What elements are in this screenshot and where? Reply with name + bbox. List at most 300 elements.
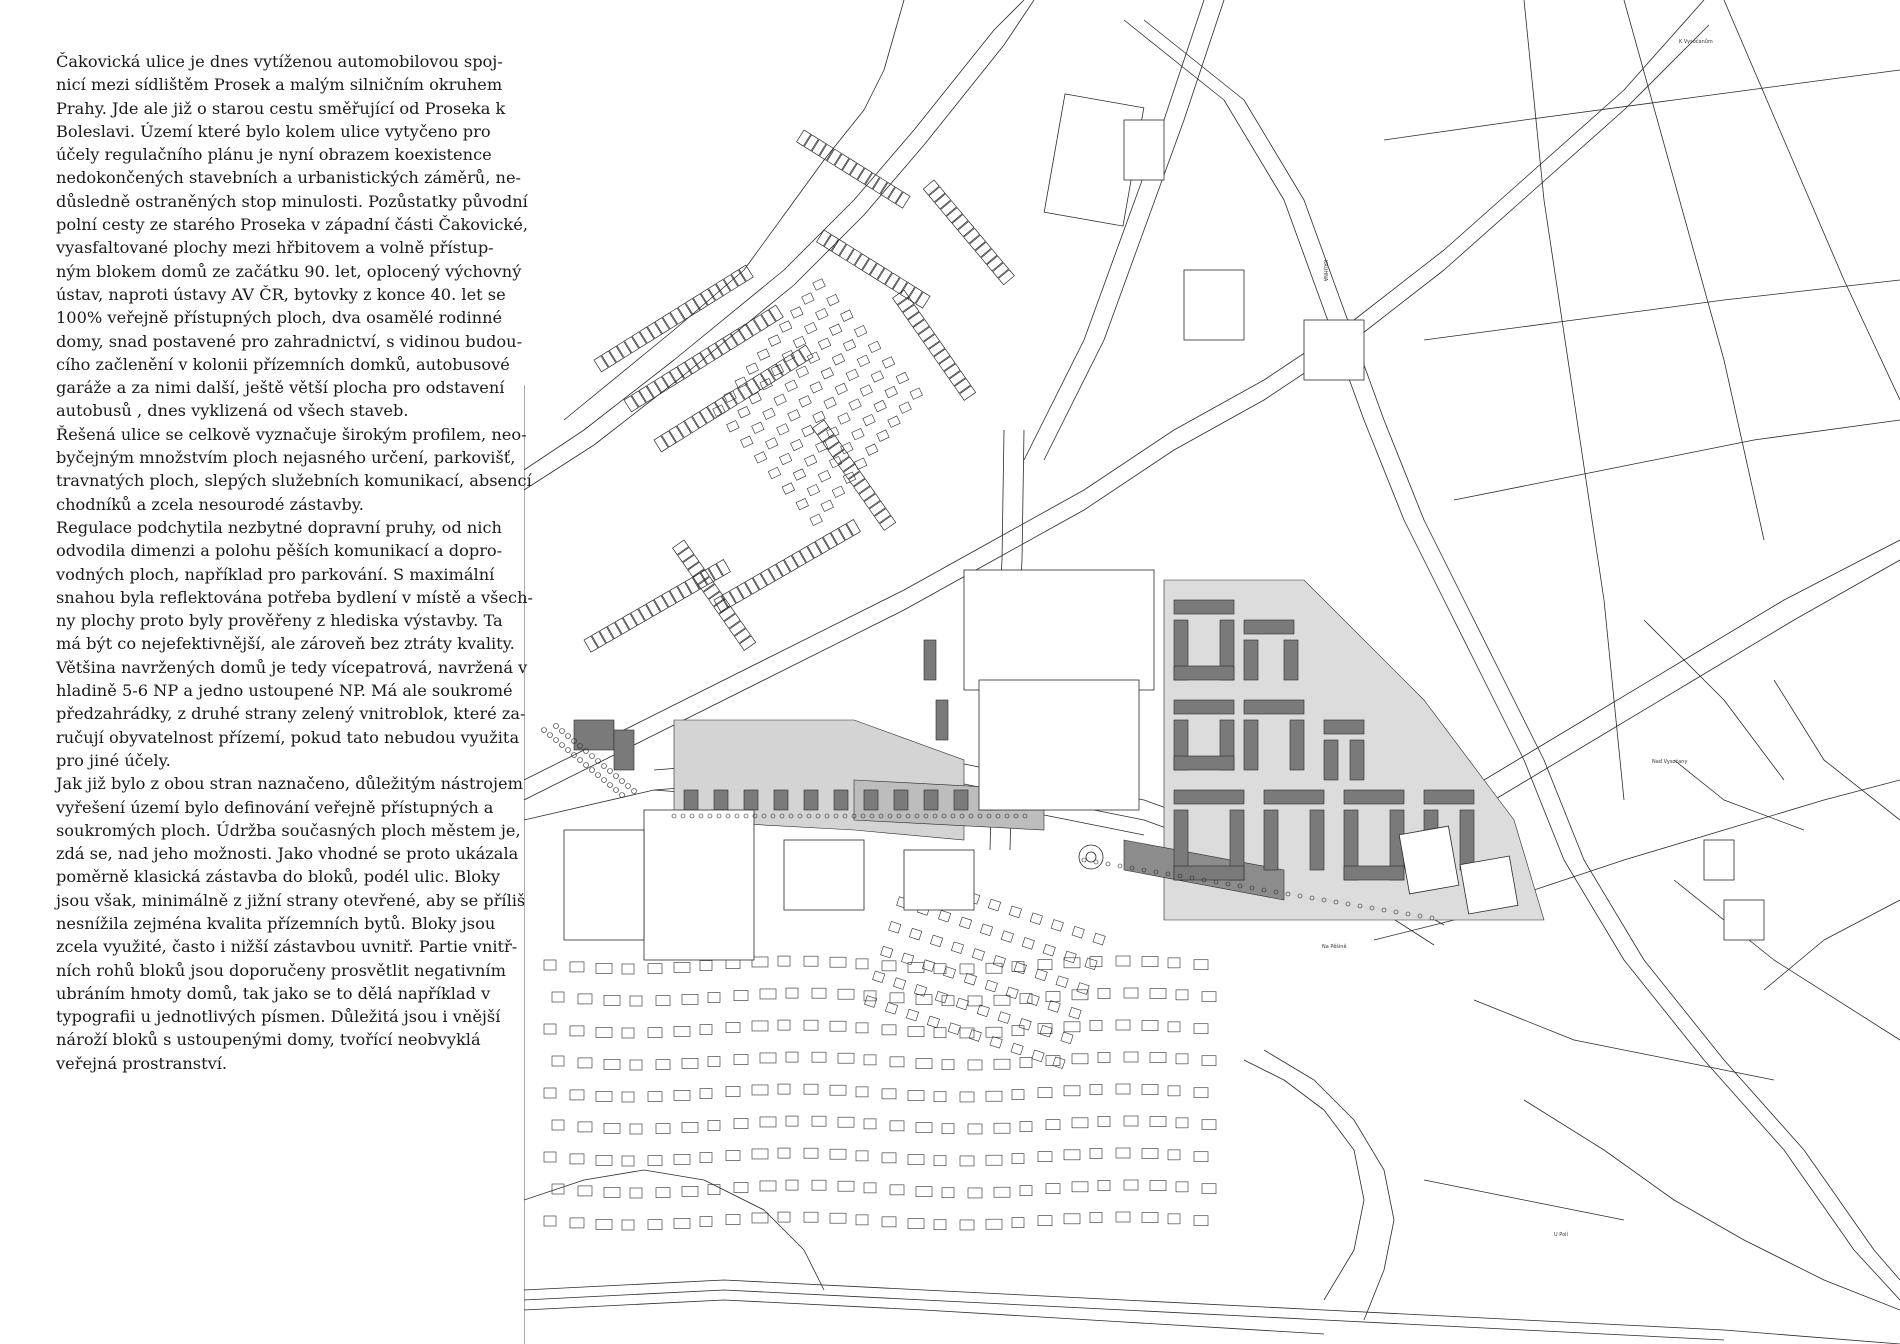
house [934, 1220, 946, 1230]
garden-plot [804, 322, 816, 333]
garden-plot [885, 386, 897, 397]
garden-plot [791, 307, 803, 318]
house [968, 1188, 982, 1198]
garden-plot [768, 335, 780, 346]
proposed-building-block [924, 640, 936, 680]
text-line: nicí mezi sídlištěm Prosek a malým silničním okruhem [56, 75, 503, 95]
text-line: poměrně klasická zástavba do bloků, podél ulic. Bloky [56, 867, 501, 887]
house [656, 996, 670, 1006]
house [708, 1057, 720, 1067]
house [544, 960, 556, 970]
house [1035, 969, 1047, 981]
tree [596, 773, 601, 778]
garden-plot [818, 338, 830, 349]
house [1098, 1116, 1110, 1126]
house [1124, 1116, 1138, 1126]
housing-row [673, 540, 756, 650]
garden-plot [835, 383, 847, 394]
house [1150, 1180, 1166, 1190]
house [890, 1185, 904, 1195]
field-line [1774, 680, 1900, 820]
text-line: nároží bloků s ustoupenými domy, tvořící neobvyklá [56, 1030, 481, 1050]
tree [590, 754, 595, 759]
house [990, 1036, 1002, 1048]
housing-row [797, 130, 910, 208]
house [778, 1148, 790, 1158]
proposed-building-block [744, 790, 758, 810]
house [1116, 956, 1130, 966]
tree [542, 728, 547, 733]
proposed-building-block [1284, 640, 1298, 680]
map-label-east: Nad Vysočany [1652, 759, 1688, 765]
proposed-building-block [1174, 866, 1244, 880]
existing-building [644, 810, 754, 960]
house [804, 1148, 818, 1158]
urban-plan-map[interactable] [524, 0, 1900, 1344]
house [977, 1005, 989, 1017]
road-line [1044, 0, 1224, 460]
house [760, 989, 776, 999]
field-line [1724, 0, 1900, 400]
existing-building [1304, 320, 1364, 380]
house [786, 1116, 798, 1126]
house [1090, 1084, 1102, 1094]
tree [560, 743, 565, 748]
house [890, 1121, 904, 1131]
garden-plot [793, 469, 805, 480]
house [1020, 1122, 1032, 1132]
house [972, 949, 984, 961]
tree [1118, 864, 1122, 868]
house [708, 1121, 720, 1131]
house [1064, 1150, 1080, 1160]
house [752, 1021, 768, 1031]
road-line [564, 0, 904, 420]
house [648, 1220, 662, 1230]
house [830, 1021, 846, 1031]
house [1168, 1022, 1180, 1032]
house [1090, 1212, 1102, 1222]
house [960, 1092, 974, 1102]
house [1098, 988, 1110, 998]
garden-plot [738, 406, 750, 417]
housing-row [594, 265, 753, 372]
house [1202, 1056, 1216, 1066]
house [1020, 1186, 1032, 1196]
house [1124, 1180, 1138, 1190]
house [1009, 906, 1021, 918]
proposed-building-block [1244, 700, 1304, 714]
tree [554, 738, 559, 743]
garden-plot [860, 385, 872, 396]
house [935, 991, 947, 1003]
road-line [524, 1170, 824, 1290]
field-line [1624, 0, 1764, 540]
house [570, 1090, 584, 1100]
house [1061, 1032, 1073, 1044]
house [596, 1155, 612, 1165]
house [1064, 951, 1076, 963]
house [951, 942, 963, 954]
house [778, 1020, 790, 1030]
house [908, 1219, 924, 1229]
house [893, 978, 905, 990]
proposed-building-block [1290, 720, 1304, 770]
text-line: ny plochy proto byly prověřeny z hlediska výstavby. Ta [56, 611, 503, 631]
house [544, 1152, 556, 1162]
house [1194, 1024, 1208, 1034]
house [968, 1124, 982, 1134]
house [1124, 988, 1138, 998]
existing-building [1184, 270, 1244, 340]
garden-plot [843, 340, 855, 351]
house [873, 971, 885, 983]
house [1048, 1001, 1060, 1013]
garden-plot [752, 422, 764, 433]
house [630, 1060, 642, 1070]
house [726, 1023, 740, 1033]
house [700, 1217, 712, 1227]
house [934, 1092, 946, 1102]
house [674, 962, 690, 972]
map-drawing [524, 0, 1900, 1344]
house [980, 924, 992, 936]
house [856, 1023, 868, 1033]
house [960, 1156, 974, 1166]
house [890, 1057, 904, 1067]
house [881, 946, 893, 958]
text-line: Jak již bylo z obou stran naznačeno, důležitým nástrojem [56, 774, 523, 794]
housing-row [714, 520, 860, 613]
house [570, 962, 584, 972]
field-line [1474, 1000, 1774, 1080]
house [596, 1027, 612, 1037]
house [986, 1219, 1002, 1229]
house [1142, 1212, 1158, 1222]
house [1176, 1182, 1188, 1192]
house [648, 1092, 662, 1102]
map-label-top-right: K Vysočanům [1679, 39, 1713, 45]
house [882, 1153, 896, 1163]
existing-building [784, 840, 864, 910]
garden-plot [813, 411, 825, 422]
house [1046, 1120, 1060, 1130]
house [994, 1187, 1010, 1197]
house [1176, 1054, 1188, 1064]
garden-plot [874, 400, 886, 411]
house [752, 1085, 768, 1095]
tree [614, 774, 619, 779]
house [578, 1186, 592, 1196]
house [1038, 960, 1052, 970]
house [786, 1052, 798, 1062]
house [812, 988, 826, 998]
house [812, 1052, 826, 1062]
house [622, 1028, 634, 1038]
garden-plot [910, 388, 922, 399]
tree [1094, 860, 1098, 864]
house [1202, 992, 1216, 1002]
proposed-building-block [804, 790, 818, 810]
housing-row [893, 290, 976, 400]
house [916, 1187, 932, 1197]
house [1176, 1118, 1188, 1128]
house [1168, 1150, 1180, 1160]
garden-plot [749, 392, 761, 403]
house [1176, 990, 1188, 1000]
house [1038, 1216, 1052, 1226]
house [1124, 1052, 1138, 1062]
map-label-bottom: U Polí [1554, 1232, 1568, 1238]
house [994, 1059, 1010, 1069]
house [570, 1154, 584, 1164]
tree [560, 729, 565, 734]
house [864, 1055, 876, 1065]
text-line: Prahy. Jde ale již o starou cestu směřující od Proseka k [56, 98, 506, 118]
garden-plot [802, 425, 814, 436]
house [708, 993, 720, 1003]
garden-plot [899, 402, 911, 413]
house [1116, 1084, 1130, 1094]
proposed-building-block [1344, 866, 1404, 880]
house [1142, 956, 1158, 966]
house [1098, 1180, 1110, 1190]
house [1020, 1058, 1032, 1068]
text-line: snahou byla reflektována potřeba bydlení v místě a všech- [56, 587, 533, 607]
house [544, 1024, 556, 1034]
house [760, 1181, 776, 1191]
text-line: vyřešení území bylo definování veřejně přístupných a [56, 797, 494, 817]
garden-plot [788, 410, 800, 421]
text-line: ubráním hmoty domů, tak jako se to dělá například v [56, 983, 491, 1003]
house [596, 1219, 612, 1229]
existing-building [1724, 900, 1764, 940]
house [552, 1120, 564, 1130]
text-line: účely regulačního plánu je nyní obrazem koexistence [56, 145, 492, 165]
housing-row [817, 230, 930, 308]
house [734, 1055, 748, 1065]
house [1085, 958, 1097, 970]
garden-plot [796, 366, 808, 377]
house [960, 1220, 974, 1230]
house [778, 1084, 790, 1094]
house [812, 1116, 826, 1126]
house [752, 1213, 768, 1223]
tree [620, 779, 625, 784]
house [1072, 1118, 1088, 1128]
house [1032, 1050, 1044, 1062]
garden-plot [763, 408, 775, 419]
tree [1082, 858, 1086, 862]
tree [608, 769, 613, 774]
house [648, 1156, 662, 1166]
garden-plot [882, 357, 894, 368]
house [778, 956, 790, 966]
tree [1106, 862, 1110, 866]
text-line: typografii u jednotlivých písmen. Důležitá jsou i vnější [56, 1007, 501, 1027]
house [1012, 962, 1024, 972]
house [596, 1091, 612, 1101]
text-line: jsou však, minimálně z jižní strany otevřené, aby se příliš [56, 890, 526, 910]
house [622, 1220, 634, 1230]
text-line: Čakovická ulice je dnes vytíženou automobilovou spoj- [56, 52, 503, 71]
house [1064, 1086, 1080, 1096]
house [1064, 958, 1080, 968]
tree [554, 724, 559, 729]
text-line: nesnížila zejména kvalita přízemních bytů. Bloky jsou [56, 913, 496, 933]
house [838, 1053, 854, 1063]
house [1077, 983, 1089, 995]
house [942, 1124, 954, 1134]
garden-plot [779, 453, 791, 464]
text-line: důsledně ostraněných stop minulosti. Pozůstatky původní [56, 191, 528, 211]
garden-plot [796, 498, 808, 509]
house [1090, 1148, 1102, 1158]
map-label-center-south: Na Pěšině [1322, 944, 1347, 950]
garden-plot [774, 394, 786, 405]
house [960, 964, 974, 974]
text-line: polní cesty ze starého Proseka v západní části Čakovické, [56, 215, 528, 235]
garden-plot [804, 455, 816, 466]
proposed-building-block [864, 790, 878, 810]
house [578, 994, 592, 1004]
text-line: zcela využité, často i nižší zástavbou uvnitř. Partie vnitř- [56, 937, 518, 957]
house [630, 1188, 642, 1198]
proposed-building-block [1244, 720, 1258, 770]
house [734, 991, 748, 1001]
house [656, 1060, 670, 1070]
house [830, 1085, 846, 1095]
road-line [1264, 1050, 1394, 1320]
house [908, 1155, 924, 1165]
field-line [1424, 1180, 1624, 1220]
house [1194, 960, 1208, 970]
existing-building [1399, 826, 1459, 894]
garden-plot [813, 279, 825, 290]
house [622, 1156, 634, 1166]
house [986, 1091, 1002, 1101]
text-line: ručují obyvatelnost přízemí, pokud tato nebudou využita [56, 727, 520, 747]
proposed-building-block [1424, 790, 1474, 804]
existing-building [1704, 840, 1734, 880]
house [726, 1215, 740, 1225]
house [630, 996, 642, 1006]
garden-plot [810, 514, 822, 525]
text-line: soukromých ploch. Údržba současných ploch městem je, [56, 820, 521, 840]
field-line [1384, 70, 1900, 140]
proposed-building-block [954, 790, 968, 810]
house [1202, 1120, 1216, 1130]
house [1194, 1216, 1208, 1226]
house [682, 1122, 698, 1132]
proposed-building-block [936, 700, 948, 740]
proposed-building-block [1324, 720, 1364, 734]
field-line [1424, 280, 1900, 340]
house [812, 1180, 826, 1190]
house [856, 1215, 868, 1225]
house [885, 1002, 897, 1014]
garden-plot [849, 399, 861, 410]
garden-plot [766, 438, 778, 449]
house [830, 1213, 846, 1223]
tree [590, 768, 595, 773]
house [656, 1188, 670, 1198]
house [804, 1212, 818, 1222]
text-line: pro jiné účely. [56, 750, 171, 770]
proposed-building-block [614, 730, 634, 770]
house [930, 935, 942, 947]
house [1142, 1020, 1158, 1030]
existing-building [1460, 856, 1518, 914]
house [1168, 1214, 1180, 1224]
garden-plot [857, 355, 869, 366]
garden-plot [799, 396, 811, 407]
house [700, 1089, 712, 1099]
proposed-building-block [1264, 810, 1278, 870]
house [622, 1092, 634, 1102]
tree [578, 758, 583, 763]
text-line: odvodila dimenzi a polohu pěších komunikací a dopro- [56, 541, 503, 561]
house [830, 957, 846, 967]
garden-plot [866, 444, 878, 455]
roundabout [1079, 845, 1103, 869]
garden-plot [841, 310, 853, 321]
proposed-building-block [1244, 620, 1294, 634]
house [700, 1153, 712, 1163]
text-line: vyasfaltované plochy mezi hřbitovem a volně přístup- [56, 238, 494, 258]
house [656, 1124, 670, 1134]
field-line [1674, 760, 1804, 830]
house [906, 1009, 918, 1021]
proposed-building-block [774, 790, 788, 810]
field-line [1674, 880, 1900, 1040]
proposed-building-block [1174, 700, 1234, 714]
house [596, 963, 612, 973]
house [700, 961, 712, 971]
garden-plot [713, 405, 725, 416]
existing-building [964, 570, 1154, 690]
house [1150, 988, 1166, 998]
article-text [56, 50, 533, 1075]
garden-plot [896, 372, 908, 383]
proposed-building-block [834, 790, 848, 810]
house [1038, 1088, 1052, 1098]
garden-plot [782, 483, 794, 494]
garden-plot [816, 308, 828, 319]
house [674, 1026, 690, 1036]
garden-plot [807, 352, 819, 363]
tree [614, 788, 619, 793]
house [734, 1183, 748, 1193]
house [1053, 1057, 1065, 1069]
house [882, 1089, 896, 1099]
text-line: domy, snad postavené pro zahradnictví, s vidinou budou- [56, 331, 523, 351]
garden-plot [821, 500, 833, 511]
text-line: veřejná prostranství. [56, 1053, 228, 1073]
proposed-building-block [894, 790, 908, 810]
garden-plot [838, 413, 850, 424]
text-line: vodných ploch, například pro parkování. S maximální [56, 564, 495, 584]
garden-plot [829, 324, 841, 335]
house [986, 1027, 1002, 1037]
house [552, 1056, 564, 1066]
house [674, 1090, 690, 1100]
house [1046, 992, 1060, 1002]
text-line: má být co nejefektivnější, ale zároveň bez ztráty kvality. [56, 634, 515, 654]
house [994, 1123, 1010, 1133]
text-line: hladině 5-6 NP a jedno ustoupené NP. Má ale soukromé [56, 681, 513, 701]
proposed-building-block [924, 790, 938, 810]
